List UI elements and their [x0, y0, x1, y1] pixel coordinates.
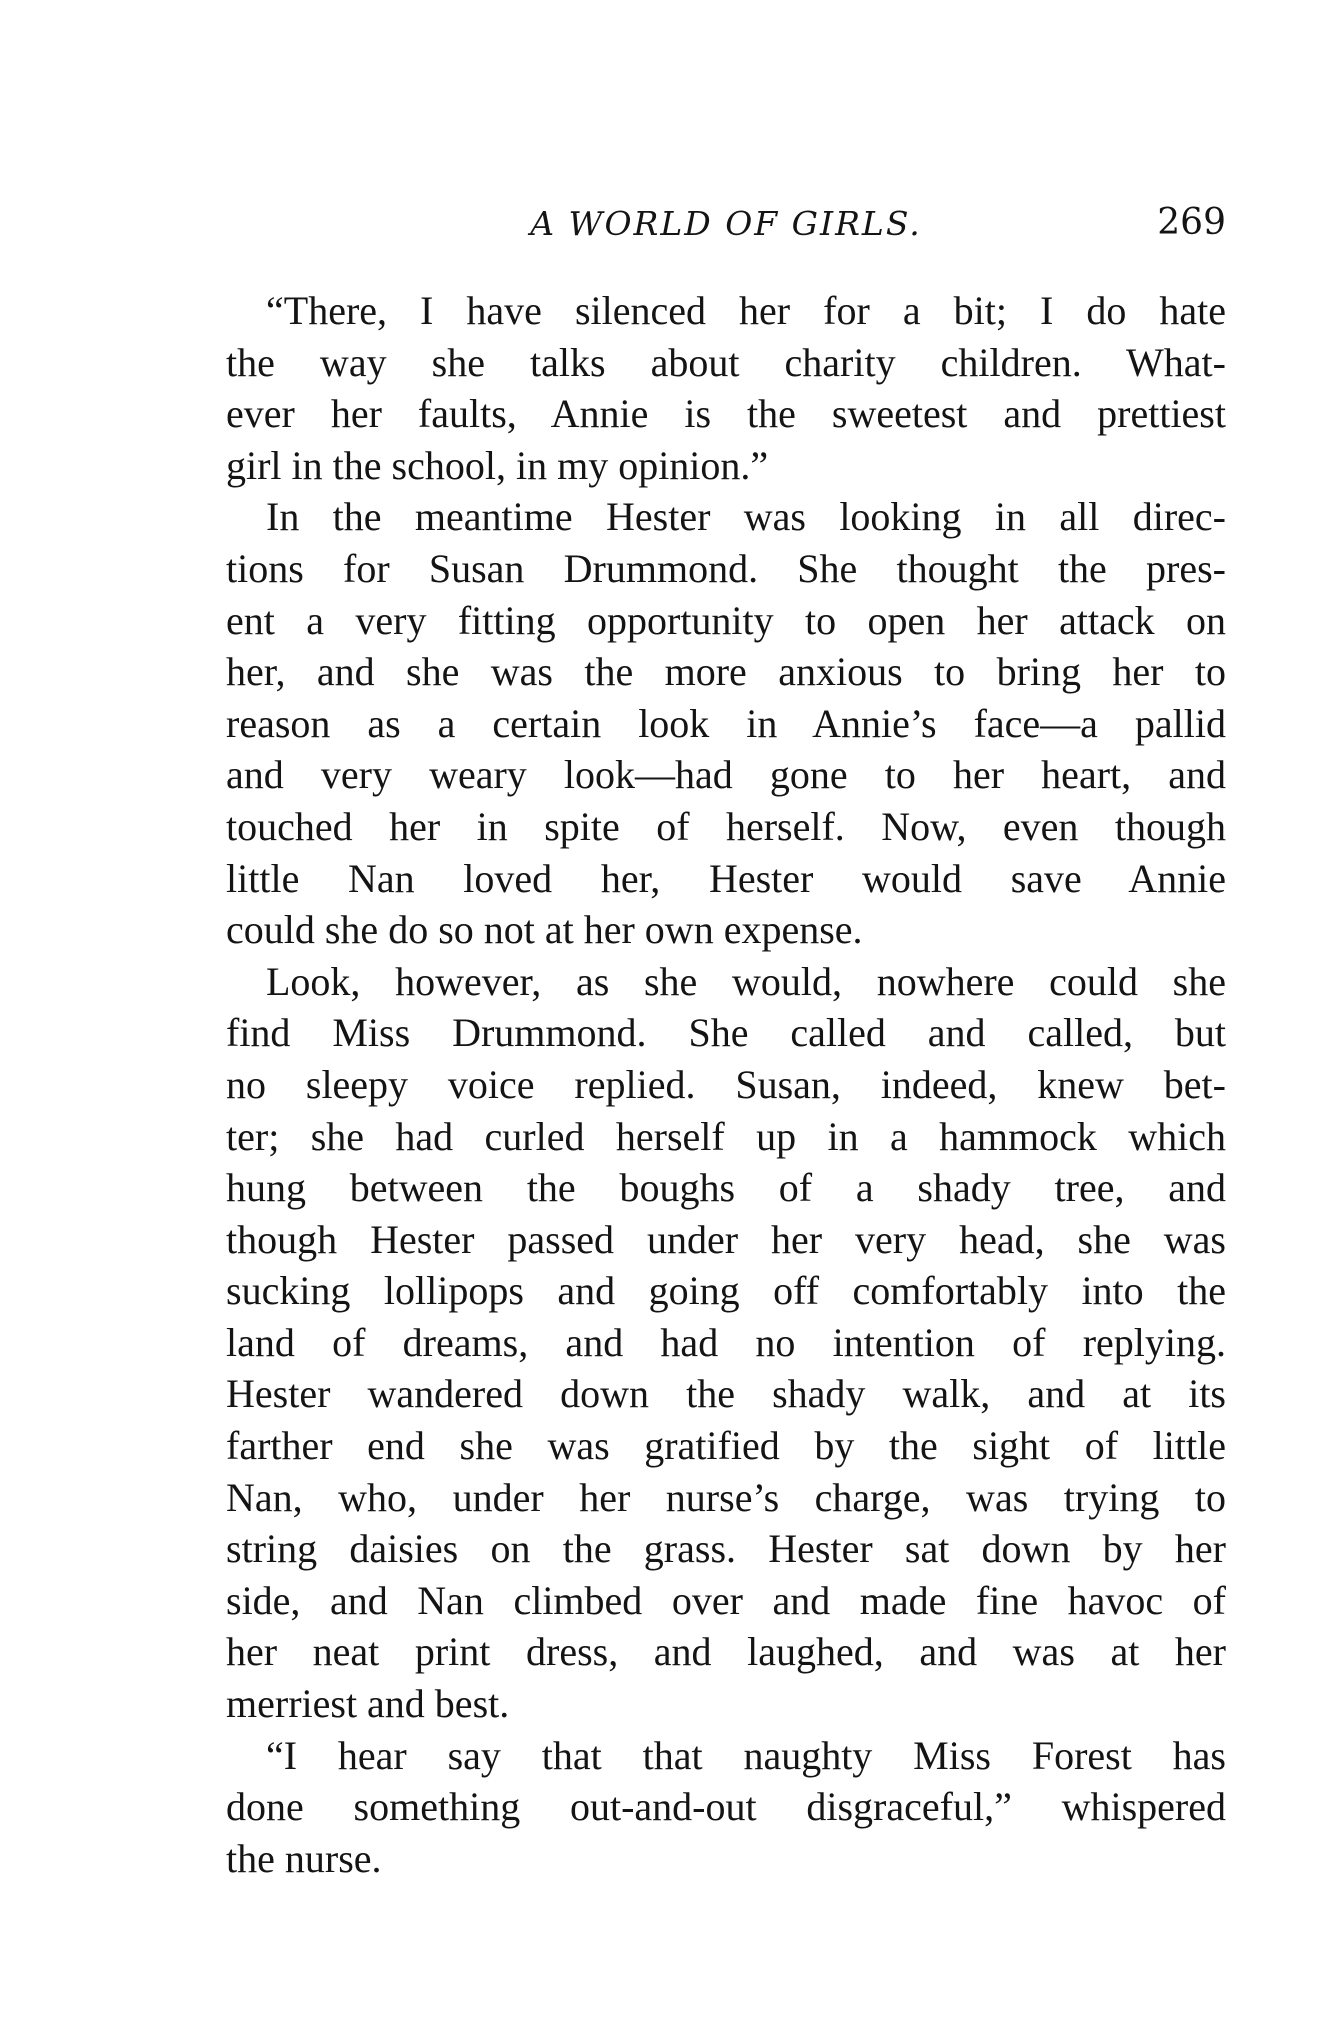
text-line: reason as a certain look in Annie’s face—a pallid: [226, 700, 1226, 746]
page-header: [226, 198, 1226, 248]
text-line: though Hester passed under her very head, she was: [226, 1216, 1226, 1262]
text-line: merriest and best.: [226, 1681, 510, 1727]
paragraph: [226, 956, 1226, 1730]
text-line: girl in the school, in my opinion.”: [226, 442, 769, 488]
text-line: ter; she had curled herself up in a hammock which: [226, 1113, 1226, 1159]
paragraph: [226, 491, 1226, 955]
text-line: her, and she was the more anxious to bring her to: [226, 649, 1226, 695]
text-line: done something out-and-out disgraceful,” whispered: [226, 1784, 1226, 1830]
text-line: no sleepy voice replied. Susan, indeed, knew bet-: [226, 1061, 1226, 1107]
text-line: the nurse.: [226, 1835, 382, 1881]
running-title: A WORLD OF GIRLS.: [530, 204, 922, 243]
text-line: land of dreams, and had no intention of replying.: [226, 1319, 1226, 1365]
paragraph: [226, 285, 1226, 491]
text-line: find Miss Drummond. She called and called, but: [226, 1010, 1226, 1056]
text-line: “There, I have silenced her for a bit; I do hate: [266, 288, 1226, 333]
text-line: and very weary look—had gone to her heart, and: [226, 752, 1226, 798]
text-line: farther end she was gratified by the sight of little: [226, 1423, 1226, 1469]
text-line: her neat print dress, and laughed, and was at her: [226, 1629, 1226, 1675]
text-line: the way she talks about charity children. What-: [226, 339, 1226, 385]
text-line: sucking lollipops and going off comfortably into the: [226, 1268, 1226, 1314]
text-line: Look, however, as she would, nowhere could she: [266, 958, 1226, 1004]
page-number: 269: [1157, 202, 1226, 243]
text-line: could she do so not at her own expense.: [226, 907, 863, 953]
text-line: Hester wandered down the shady walk, and at its: [226, 1371, 1226, 1417]
text-line: ent a very fitting opportunity to open her attack on: [226, 597, 1226, 643]
text-line: touched her in spite of herself. Now, even though: [226, 803, 1226, 849]
text-line: Nan, who, under her nurse’s charge, was trying to: [226, 1474, 1226, 1520]
text-line: tions for Susan Drummond. She thought the pres-: [226, 545, 1226, 591]
text-line: In the meantime Hester was looking in all direc-: [266, 494, 1226, 540]
text-line: ever her faults, Annie is the sweetest and prettiest: [226, 391, 1226, 437]
text-line: hung between the boughs of a shady tree, and: [226, 1165, 1226, 1211]
text-line: string daisies on the grass. Hester sat down by her: [226, 1526, 1226, 1572]
text-line: “I hear say that that naughty Miss Forest has: [266, 1732, 1226, 1778]
paragraph: [226, 1730, 1226, 1885]
text-line: side, and Nan climbed over and made fine havoc of: [226, 1577, 1226, 1623]
body-text: [226, 285, 1226, 1884]
text-line: little Nan loved her, Hester would save Annie: [226, 855, 1226, 901]
